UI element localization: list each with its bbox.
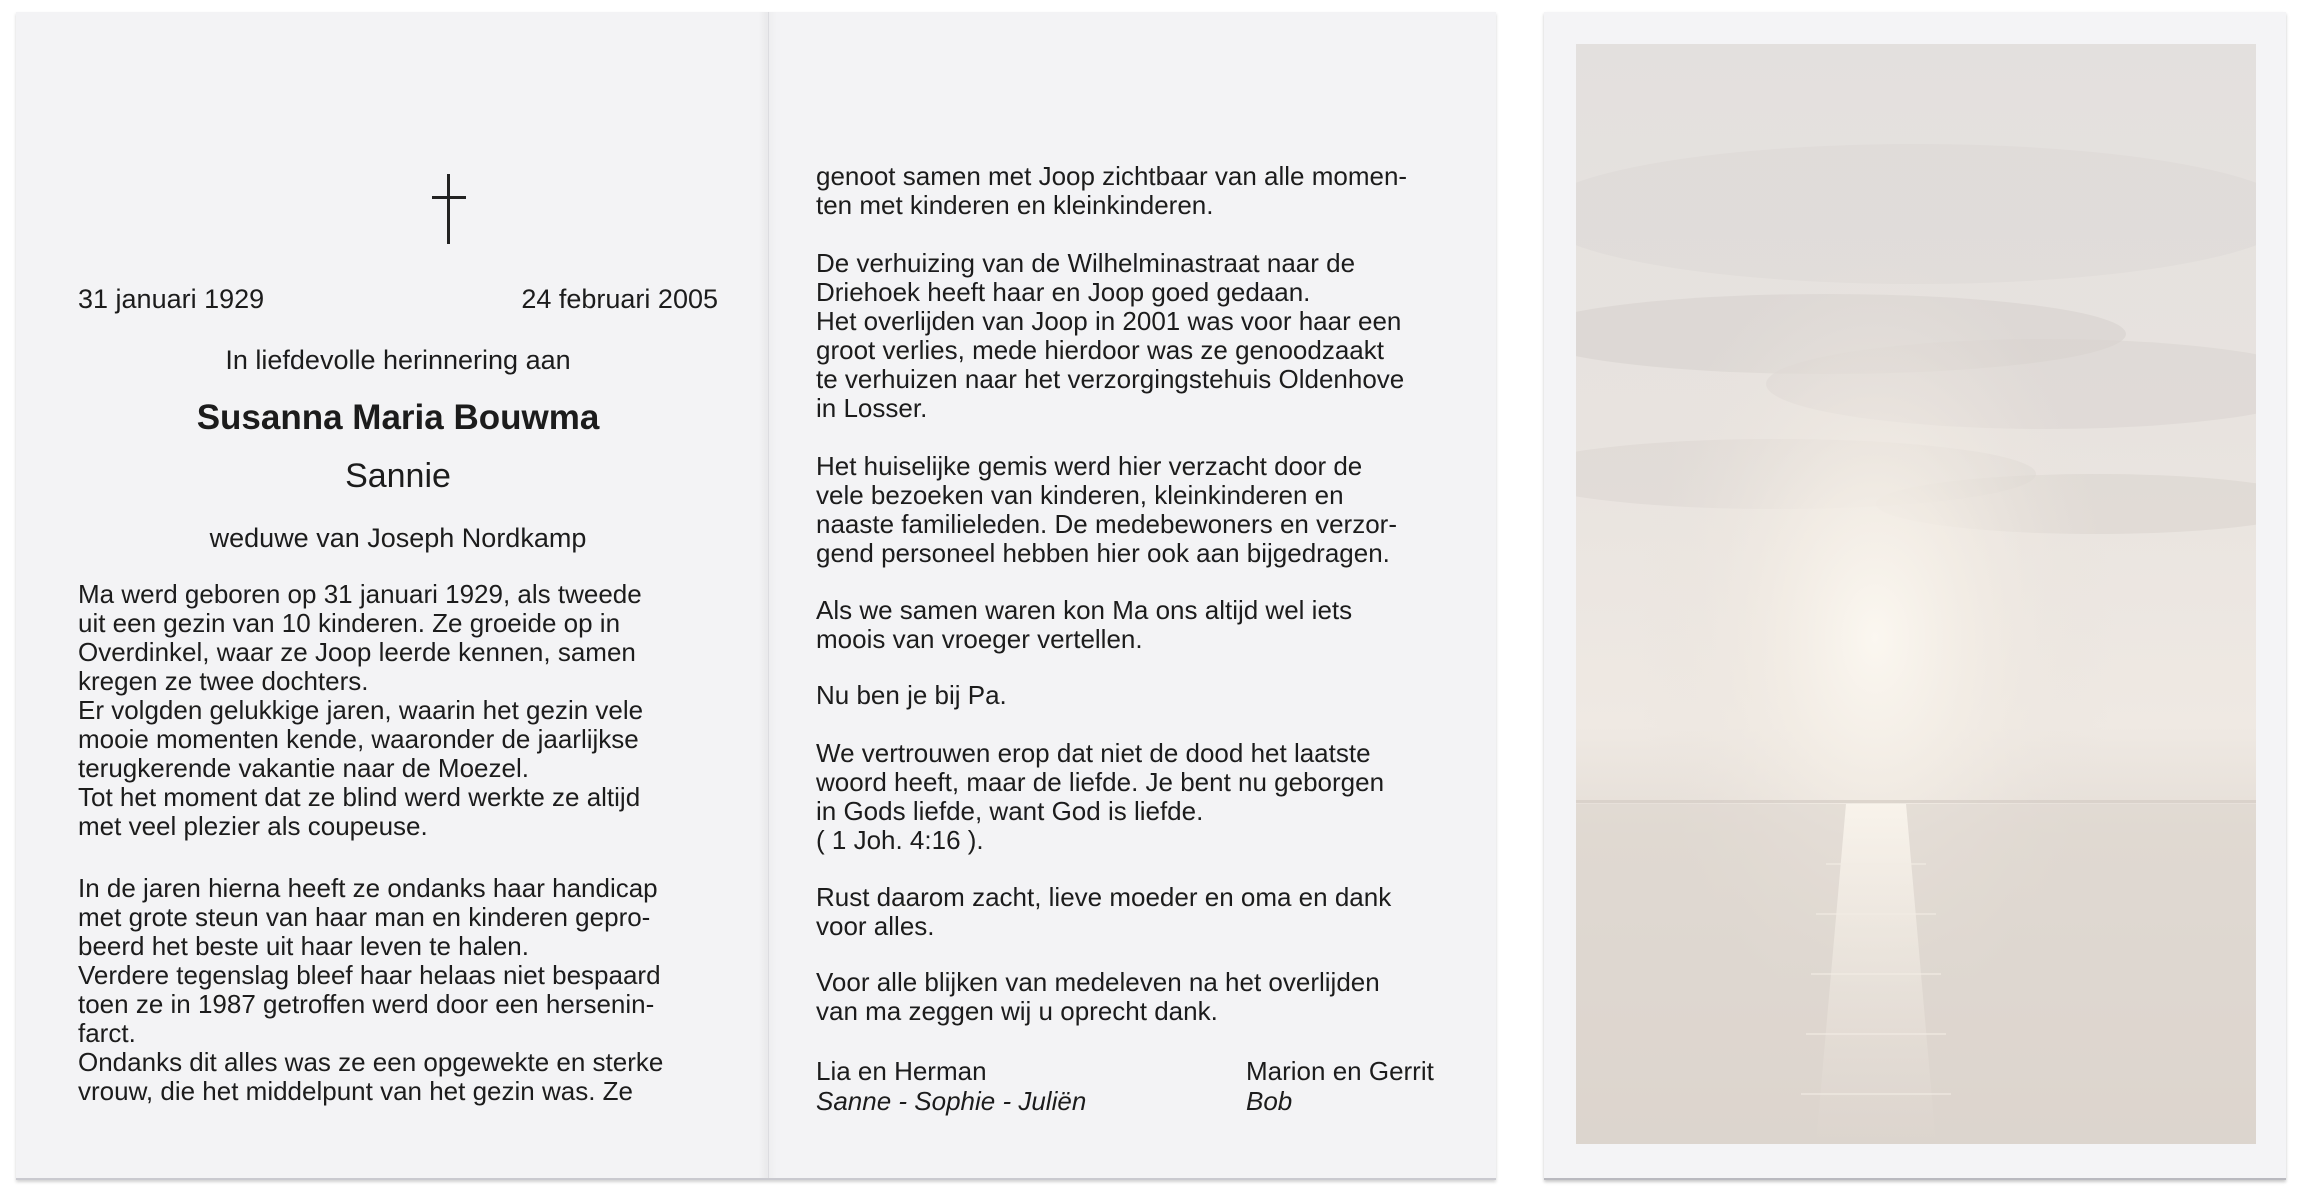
text-line: woord heeft, maar de liefde. Je bent nu geborgen	[816, 767, 1385, 797]
text-line: mooie momenten kende, waaronder de jaarlijkse	[78, 724, 639, 754]
death-date: 24 februari 2005	[521, 284, 718, 314]
text-paragraph	[816, 883, 1454, 941]
text-line: Als we samen waren kon Ma ons altijd wel iets	[816, 595, 1353, 625]
text-line: kregen ze twee dochters.	[78, 666, 369, 696]
memorial-card-inner	[16, 12, 1496, 1180]
memory-line: In liefdevolle herinnering aan	[225, 345, 571, 375]
text-line: We vertrouwen erop dat niet de dood het laatste	[816, 738, 1371, 768]
text-line: genoot samen met Joop zichtbaar van alle momen-	[816, 161, 1408, 191]
text-line: Ondanks dit alles was ze een opgewekte en sterke	[78, 1047, 664, 1077]
text-line: beerd het beste uit haar leven te halen.	[78, 931, 529, 961]
birth-date: 31 januari 1929	[78, 284, 265, 314]
card-fold-line	[768, 12, 769, 1178]
text-line: Verdere tegenslag bleef haar helaas niet bespaard	[78, 960, 661, 990]
text-line: farct.	[78, 1018, 136, 1048]
widow-line: weduwe van Joseph Nordkamp	[209, 523, 587, 553]
thanks-paragraph	[816, 968, 1454, 1026]
sunset-sea-image	[1576, 44, 2256, 1144]
signature-family-left	[816, 1056, 1086, 1116]
deceased-name: Susanna Maria Bouwma	[196, 398, 600, 437]
text-line: vrouw, die het middelpunt van het gezin was. Ze	[78, 1076, 633, 1106]
text-line: Nu ben je bij Pa.	[816, 680, 1007, 710]
text-line: gend personeel hebben hier ook aan bijgedragen.	[816, 538, 1390, 568]
text-line: terugkerende vakantie naar de Moezel.	[78, 753, 529, 783]
signature-names: Marion en Gerrit	[1246, 1056, 1434, 1086]
text-line: In de jaren hierna heeft ze ondanks haar handicap	[78, 873, 658, 903]
biography-paragraph-2	[78, 874, 718, 1106]
biography-paragraph-1	[78, 580, 718, 841]
text-line: te verhuizen naar het verzorgingstehuis Oldenhove	[816, 364, 1405, 394]
memorial-card-photo-side	[1544, 12, 2286, 1180]
text-line: ten met kinderen en kleinkinderen.	[816, 190, 1214, 220]
text-line: Er volgden gelukkige jaren, waarin het gezin vele	[78, 695, 644, 725]
text-line: Rust daarom zacht, lieve moeder en oma en dank	[816, 882, 1392, 912]
text-line: Driehoek heeft haar en Joop goed gedaan.	[816, 277, 1311, 307]
deceased-nickname: Sannie	[345, 457, 451, 495]
text-line: uit een gezin van 10 kinderen. Ze groeide op in	[78, 608, 621, 638]
text-line: Voor alle blijken van medeleven na het overlijden	[816, 967, 1380, 997]
text-line: naaste familieleden. De medebewoners en verzor-	[816, 509, 1397, 539]
text-paragraph	[816, 596, 1454, 654]
text-line: met grote steun van haar man en kinderen gepro-	[78, 902, 651, 932]
text-paragraph	[816, 681, 1454, 710]
signature-children: Sanne - Sophie - Juliën	[816, 1086, 1087, 1116]
text-paragraph	[816, 452, 1454, 568]
text-line: voor alles.	[816, 911, 935, 941]
text-line: moois van vroeger vertellen.	[816, 624, 1143, 654]
text-line: van ma zeggen wij u oprecht dank.	[816, 996, 1218, 1026]
text-line: Overdinkel, waar ze Joop leerde kennen, samen	[78, 637, 636, 667]
text-line: Het huiselijke gemis werd hier verzacht door de	[816, 451, 1363, 481]
text-line: Ma werd geboren op 31 januari 1929, als tweede	[78, 579, 642, 609]
text-line: groot verlies, mede hierdoor was ze genoodzaakt	[816, 335, 1384, 365]
text-line: De verhuizing van de Wilhelminastraat naar de	[816, 248, 1356, 278]
text-line: Het overlijden van Joop in 2001 was voor haar een	[816, 306, 1402, 336]
text-line: met veel plezier als coupeuse.	[78, 811, 428, 841]
sunset-sea-photo	[1576, 44, 2256, 1144]
scripture-paragraph	[816, 739, 1454, 855]
text-paragraph	[816, 249, 1454, 423]
text-line: toen ze in 1987 getroffen werd door een hersenin-	[78, 989, 655, 1019]
text-line: ( 1 Joh. 4:16 ).	[816, 825, 984, 855]
signature-family-right	[1246, 1056, 1434, 1116]
text-line: vele bezoeken van kinderen, kleinkinderen en	[816, 480, 1344, 510]
signature-names: Lia en Herman	[816, 1056, 987, 1086]
cross-icon	[432, 174, 466, 244]
text-paragraph	[816, 162, 1454, 220]
signature-children: Bob	[1246, 1086, 1293, 1116]
text-line: Tot het moment dat ze blind werd werkte ze altijd	[78, 782, 641, 812]
text-line: in Gods liefde, want God is liefde.	[816, 796, 1204, 826]
text-line: in Losser.	[816, 393, 928, 423]
